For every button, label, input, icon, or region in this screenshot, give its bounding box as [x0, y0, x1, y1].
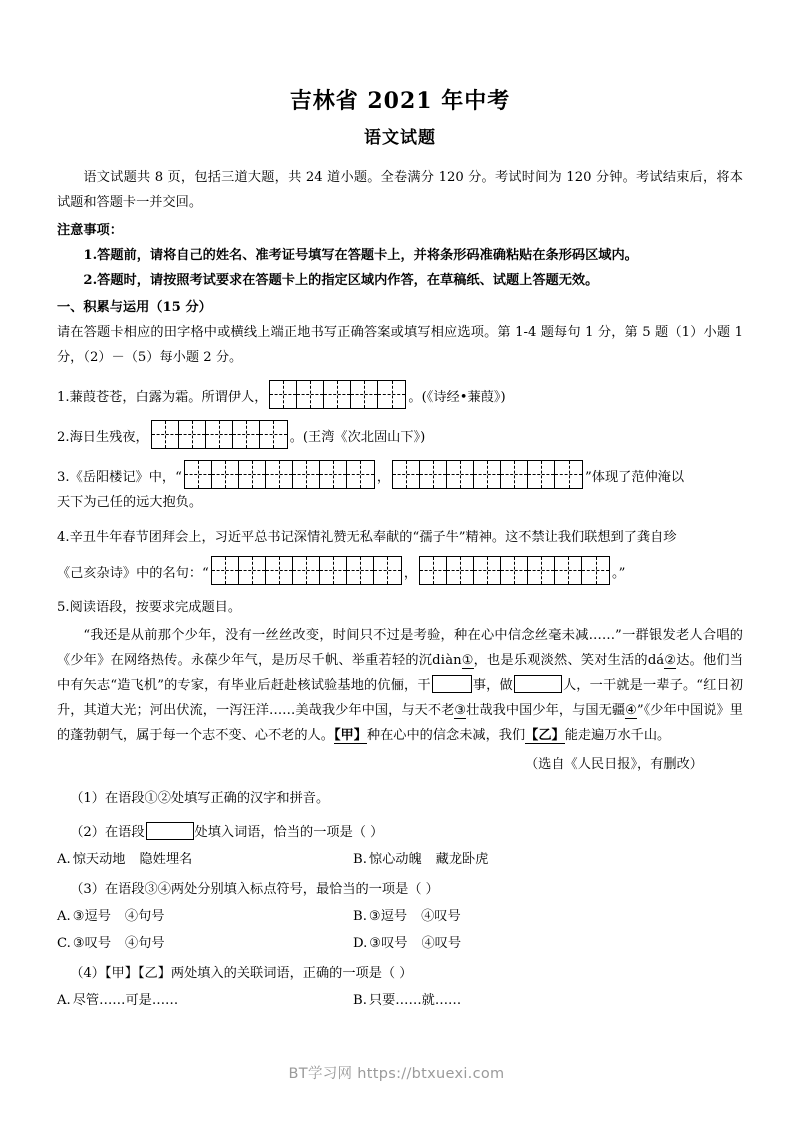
passage-blank-1[interactable]	[432, 675, 472, 693]
subquestion-3-option-b[interactable]	[353, 904, 743, 929]
passage-marker-3: ③	[454, 702, 467, 718]
question-2-num: 2.	[57, 429, 70, 445]
question-1-source: 。(《诗经•蒹葭》)	[408, 389, 506, 405]
passage-char-2: dá	[647, 652, 665, 668]
footer-watermark: BT学习网 https://btxuexi.com	[288, 1066, 505, 1082]
question-5-passage-line1	[57, 623, 743, 748]
option-key: A.	[57, 992, 71, 1008]
question-2	[57, 420, 743, 450]
option-text: 尽管……可是……	[72, 992, 179, 1008]
subquestion-2-blank[interactable]	[146, 822, 194, 840]
passage-text-b: ，也是乐观淡然、笑对生活的	[473, 652, 648, 668]
passage-text-e: 人，	[562, 677, 590, 693]
subquestion-4-option-b[interactable]	[353, 988, 743, 1013]
section-heading-1: 一、积累与运用（15 分）	[57, 299, 212, 315]
subquestion-3-options-row-2	[57, 931, 743, 956]
subquestion-2-option-a[interactable]	[57, 847, 353, 872]
passage-marker-yi: 【乙】	[525, 727, 565, 743]
passage-marker-1: ①	[461, 652, 474, 668]
option-key: B.	[353, 908, 367, 924]
subquestion-2-label-b: 处填入词语，恰当的一项是（ ）	[194, 824, 384, 840]
option-key: B.	[353, 992, 367, 1008]
option-key: D.	[353, 935, 368, 951]
subquestion-3-option-a[interactable]	[57, 904, 353, 929]
page-content	[57, 88, 743, 1013]
question-3-tail: ”体现了范仲淹以	[585, 469, 685, 485]
option-key: A.	[57, 851, 71, 867]
question-2-source: 。(王湾《次北固山下》)	[289, 429, 426, 445]
subquestion-4: （4）【甲】【乙】两处填入的关联词语，正确的一项是（ ）	[70, 965, 413, 981]
passage-text-p2: 一干就是一辈子。“红日初升，其道大光；河出伏流，一泻汪洋……美哉我少年中国，与天不老	[57, 677, 744, 718]
subquestion-4-options	[57, 988, 743, 1013]
option-text: 惊天动地	[72, 851, 126, 867]
subquestion-2-label-a: （2）在语段	[70, 824, 145, 840]
option-key: B.	[353, 851, 367, 867]
option-text-2: ④句号	[125, 935, 165, 951]
question-1-text: 1.	[57, 389, 70, 405]
option-text: ③逗号	[72, 908, 111, 924]
question-4-stem: 《己亥杂诗》中的名句：“	[57, 565, 209, 581]
question-2-stem: 海日生残夜，	[69, 429, 149, 445]
option-text: 只要……就……	[368, 992, 462, 1008]
question-3-separator: ，	[376, 469, 391, 485]
option-text: ③逗号	[368, 908, 408, 924]
passage-text-c: 达。他们当中有矢志“造飞机”的专家，有毕业后赶赴核试验基地的伉俪，干	[57, 652, 744, 693]
question-5-stem: 5.阅读语段，按要求完成题目。	[57, 599, 242, 615]
passage-marker-4: ④	[625, 702, 637, 718]
passage-blank-2[interactable]	[514, 675, 562, 693]
option-text-2: ④叹号	[421, 935, 462, 951]
question-3-answer-grid-a[interactable]	[184, 460, 375, 489]
passage-text-p6: 能走遍万水千山。	[564, 727, 671, 743]
question-3-stem: 《岳阳楼记》中，“	[69, 469, 182, 485]
question-4-tail: 。”	[612, 565, 626, 581]
passage-text-a: “我还是从前那个少年，没有一丝丝改变，时间只不过是考验，种在心中信念丝毫未减……”一群银发老人合唱的《少年》在网络热传。永葆少年气，是历尽千帆、举重若轻的沉	[57, 627, 743, 668]
option-text-2: ④句号	[124, 908, 165, 924]
passage-text-d: 事，做	[472, 677, 513, 693]
option-key: A.	[57, 908, 71, 924]
passage-source: （选自《人民日报》，有删改）	[524, 756, 703, 772]
subquestion-3-option-c[interactable]	[57, 931, 353, 956]
question-3	[57, 460, 743, 515]
page-title: 吉林省 2021 年中考	[289, 88, 511, 114]
notice-item-2: 2.答题时，请按照考试要求在答题卡上的指定区域内作答，在草稿纸、试题上答题无效。	[83, 272, 599, 288]
question-4-line1: 4.辛丑牛年春节团拜会上，习近平总书记深情礼赞无私奉献的“孺子牛”精神。这不禁让我们联想到了龚自珍	[57, 529, 677, 545]
question-4-answer-grid-b[interactable]	[419, 556, 610, 585]
question-3-answer-grid-b[interactable]	[392, 460, 583, 489]
question-3-line2: 天下为己任的远大抱负。	[57, 494, 203, 510]
question-1-stem: 蒹葭苍苍，白露为霜。所谓伊人，	[69, 389, 268, 405]
question-3-num: 3.	[57, 469, 70, 485]
passage-pinyin: ⅾⅰàn	[432, 652, 462, 668]
option-key: C.	[57, 935, 71, 951]
passage-marker-2: ②	[664, 652, 677, 668]
notice-item-1: 1.答题前，请将自己的姓名、准考证号填写在答题卡上，并将条形码准确粘贴在条形码区域内。	[83, 247, 638, 263]
question-2-answer-grid[interactable]	[151, 420, 288, 449]
intro-paragraph: 语文试题共 8 页，包括三道大题，共 24 道小题。全卷满分 120 分。考试时间为 120 分钟。考试结束后，将本试题和答题卡一并交回。	[57, 169, 743, 210]
subquestion-1: （1）在语段①②处填写正确的汉字和拼音。	[70, 790, 330, 806]
option-text-2: ④叹号	[421, 908, 461, 924]
subquestion-2-option-b[interactable]	[353, 847, 743, 872]
option-text: 惊心动魄	[368, 851, 422, 867]
option-text-2: 藏龙卧虎	[435, 851, 489, 867]
section-instruction: 请在答题卡相应的田字格中或横线上端正地书写正确答案或填写相应选项。第 1-4 题每句 1 分，第 5 题（1）小题 1 分，（2）－（5）每小题 2 分。	[57, 324, 743, 365]
question-1-answer-grid[interactable]	[269, 380, 406, 409]
page-subtitle: 语文试题	[364, 128, 436, 149]
option-text: ③叹号	[369, 935, 408, 951]
subquestion-4-option-a[interactable]	[57, 988, 353, 1013]
question-4	[57, 525, 743, 586]
passage-text-p5: 种在心中的信念未减，我们	[366, 727, 526, 743]
question-1	[57, 380, 743, 410]
question-4-separator: ，	[403, 565, 417, 581]
subquestion-2-options	[57, 847, 743, 872]
passage-marker-jia: 【甲】	[333, 727, 367, 743]
passage-text-p4: ”《少年中国说》里的蓬勃朝气，属于每一个志不变、心不老的人。	[57, 702, 743, 743]
subquestion-3-option-d[interactable]	[353, 931, 743, 956]
notice-heading: 注意事项：	[57, 222, 123, 238]
passage-text-p3: 壮哉我中国少年，与国无疆	[466, 702, 626, 718]
subquestion-3: （3）在语段③④两处分别填入标点符号，最恰当的一项是（ ）	[70, 881, 439, 897]
question-4-answer-grid-a[interactable]	[211, 556, 402, 585]
option-text-2: 隐姓埋名	[139, 851, 193, 867]
subquestion-2	[57, 820, 743, 845]
option-text: ③叹号	[72, 935, 112, 951]
subquestion-3-options-row-1	[57, 904, 743, 929]
